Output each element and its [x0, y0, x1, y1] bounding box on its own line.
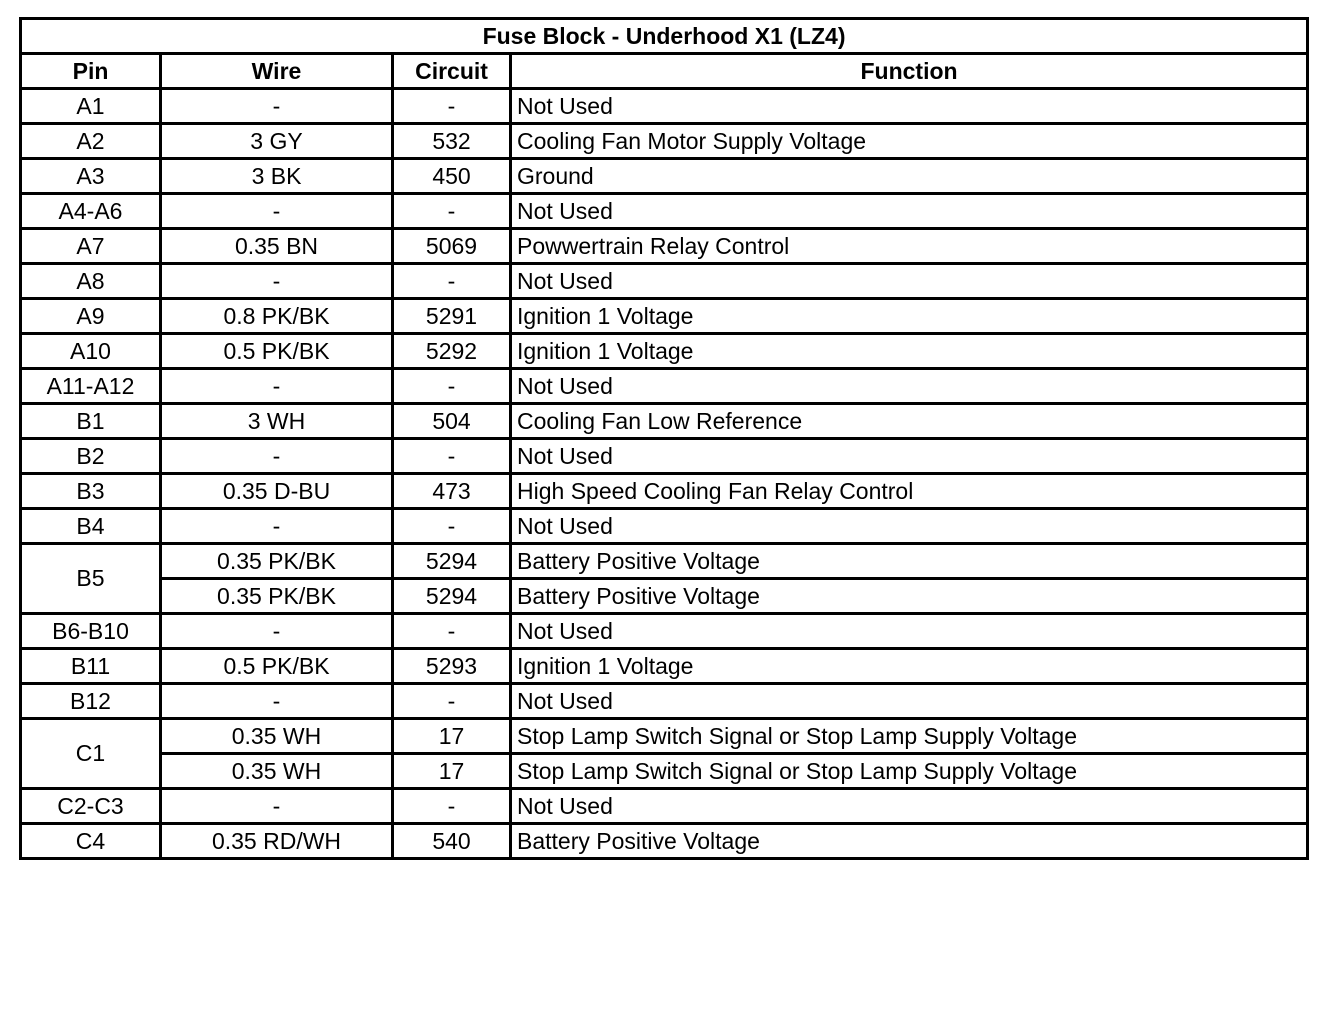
wire-cell: 0.5 PK/BK [161, 649, 393, 684]
function-cell: Ignition 1 Voltage [511, 649, 1308, 684]
function-cell: Battery Positive Voltage [511, 824, 1308, 859]
circuit-cell: 473 [393, 474, 511, 509]
pin-cell: B11 [21, 649, 161, 684]
pin-cell: B3 [21, 474, 161, 509]
function-cell: Ignition 1 Voltage [511, 299, 1308, 334]
pin-cell: B2 [21, 439, 161, 474]
circuit-cell: 5292 [393, 334, 511, 369]
circuit-cell: - [393, 194, 511, 229]
pin-cell: B1 [21, 404, 161, 439]
circuit-cell: - [393, 684, 511, 719]
circuit-cell: 5294 [393, 579, 511, 614]
function-cell: Cooling Fan Motor Supply Voltage [511, 124, 1308, 159]
wire-cell: 0.5 PK/BK [161, 334, 393, 369]
wire-cell: - [161, 89, 393, 124]
table-row [21, 89, 1308, 124]
wire-cell: 0.35 WH [161, 754, 393, 789]
wire-cell: 3 BK [161, 159, 393, 194]
pin-cell: A2 [21, 124, 161, 159]
table-row [21, 299, 1308, 334]
circuit-cell: 504 [393, 404, 511, 439]
wire-cell: 3 GY [161, 124, 393, 159]
wire-cell: - [161, 509, 393, 544]
function-cell: Not Used [511, 369, 1308, 404]
table-row [21, 194, 1308, 229]
wire-cell: - [161, 614, 393, 649]
header-wire: Wire [161, 54, 393, 89]
function-cell: Not Used [511, 509, 1308, 544]
circuit-cell: 532 [393, 124, 511, 159]
function-cell: Not Used [511, 789, 1308, 824]
pin-cell: A4-A6 [21, 194, 161, 229]
table-row [21, 264, 1308, 299]
circuit-cell: - [393, 89, 511, 124]
table-row [21, 649, 1308, 684]
table-row [21, 474, 1308, 509]
pin-cell: B4 [21, 509, 161, 544]
pin-cell: C1 [21, 719, 161, 789]
table-row [21, 369, 1308, 404]
table-row [21, 159, 1308, 194]
circuit-cell: 5069 [393, 229, 511, 264]
circuit-cell: - [393, 439, 511, 474]
wire-cell: - [161, 439, 393, 474]
function-cell: Not Used [511, 614, 1308, 649]
function-cell: Not Used [511, 264, 1308, 299]
wire-cell: - [161, 194, 393, 229]
circuit-cell: 540 [393, 824, 511, 859]
circuit-cell: 5291 [393, 299, 511, 334]
table-row [21, 719, 1308, 754]
table-row [21, 334, 1308, 369]
title-row [21, 19, 1308, 54]
table-row [21, 684, 1308, 719]
pin-cell: B12 [21, 684, 161, 719]
circuit-cell: - [393, 264, 511, 299]
wire-cell: 0.35 WH [161, 719, 393, 754]
pin-cell: C4 [21, 824, 161, 859]
function-cell: Not Used [511, 439, 1308, 474]
pin-cell: B6-B10 [21, 614, 161, 649]
pin-cell: A7 [21, 229, 161, 264]
header-row [21, 54, 1308, 89]
table-row [21, 579, 1308, 614]
header-function: Function [511, 54, 1308, 89]
function-cell: Battery Positive Voltage [511, 544, 1308, 579]
wire-cell: 0.8 PK/BK [161, 299, 393, 334]
table-body [21, 89, 1308, 859]
wire-cell: - [161, 684, 393, 719]
header-pin: Pin [21, 54, 161, 89]
circuit-cell: - [393, 509, 511, 544]
header-circuit: Circuit [393, 54, 511, 89]
pin-cell: A9 [21, 299, 161, 334]
function-cell: Ground [511, 159, 1308, 194]
pin-cell: A8 [21, 264, 161, 299]
wire-cell: 0.35 D-BU [161, 474, 393, 509]
pin-cell: A3 [21, 159, 161, 194]
pin-cell: A10 [21, 334, 161, 369]
circuit-cell: 17 [393, 719, 511, 754]
pin-cell: A11-A12 [21, 369, 161, 404]
table-row [21, 754, 1308, 789]
function-cell: Stop Lamp Switch Signal or Stop Lamp Supply Voltage [511, 719, 1308, 754]
circuit-cell: 5294 [393, 544, 511, 579]
function-cell: Cooling Fan Low Reference [511, 404, 1308, 439]
wire-cell: 0.35 BN [161, 229, 393, 264]
table-title: Fuse Block - Underhood X1 (LZ4) [21, 19, 1308, 54]
wire-cell: 3 WH [161, 404, 393, 439]
function-cell: Not Used [511, 684, 1308, 719]
table-row [21, 824, 1308, 859]
table-row [21, 509, 1308, 544]
circuit-cell: 450 [393, 159, 511, 194]
table-row [21, 439, 1308, 474]
table-row [21, 544, 1308, 579]
circuit-cell: 5293 [393, 649, 511, 684]
table-row [21, 789, 1308, 824]
function-cell: Not Used [511, 194, 1308, 229]
table-row [21, 124, 1308, 159]
wire-cell: 0.35 RD/WH [161, 824, 393, 859]
wire-cell: 0.35 PK/BK [161, 579, 393, 614]
pin-cell: A1 [21, 89, 161, 124]
pin-cell: C2-C3 [21, 789, 161, 824]
wire-cell: 0.35 PK/BK [161, 544, 393, 579]
function-cell: Stop Lamp Switch Signal or Stop Lamp Supply Voltage [511, 754, 1308, 789]
circuit-cell: 17 [393, 754, 511, 789]
wire-cell: - [161, 369, 393, 404]
pin-cell: B5 [21, 544, 161, 614]
function-cell: High Speed Cooling Fan Relay Control [511, 474, 1308, 509]
wire-cell: - [161, 264, 393, 299]
function-cell: Battery Positive Voltage [511, 579, 1308, 614]
wire-cell: - [161, 789, 393, 824]
connector-pinout-table [19, 17, 1309, 860]
function-cell: Powwertrain Relay Control [511, 229, 1308, 264]
circuit-cell: - [393, 614, 511, 649]
table-row [21, 614, 1308, 649]
function-cell: Not Used [511, 89, 1308, 124]
function-cell: Ignition 1 Voltage [511, 334, 1308, 369]
table-row [21, 229, 1308, 264]
table-row [21, 404, 1308, 439]
circuit-cell: - [393, 789, 511, 824]
circuit-cell: - [393, 369, 511, 404]
